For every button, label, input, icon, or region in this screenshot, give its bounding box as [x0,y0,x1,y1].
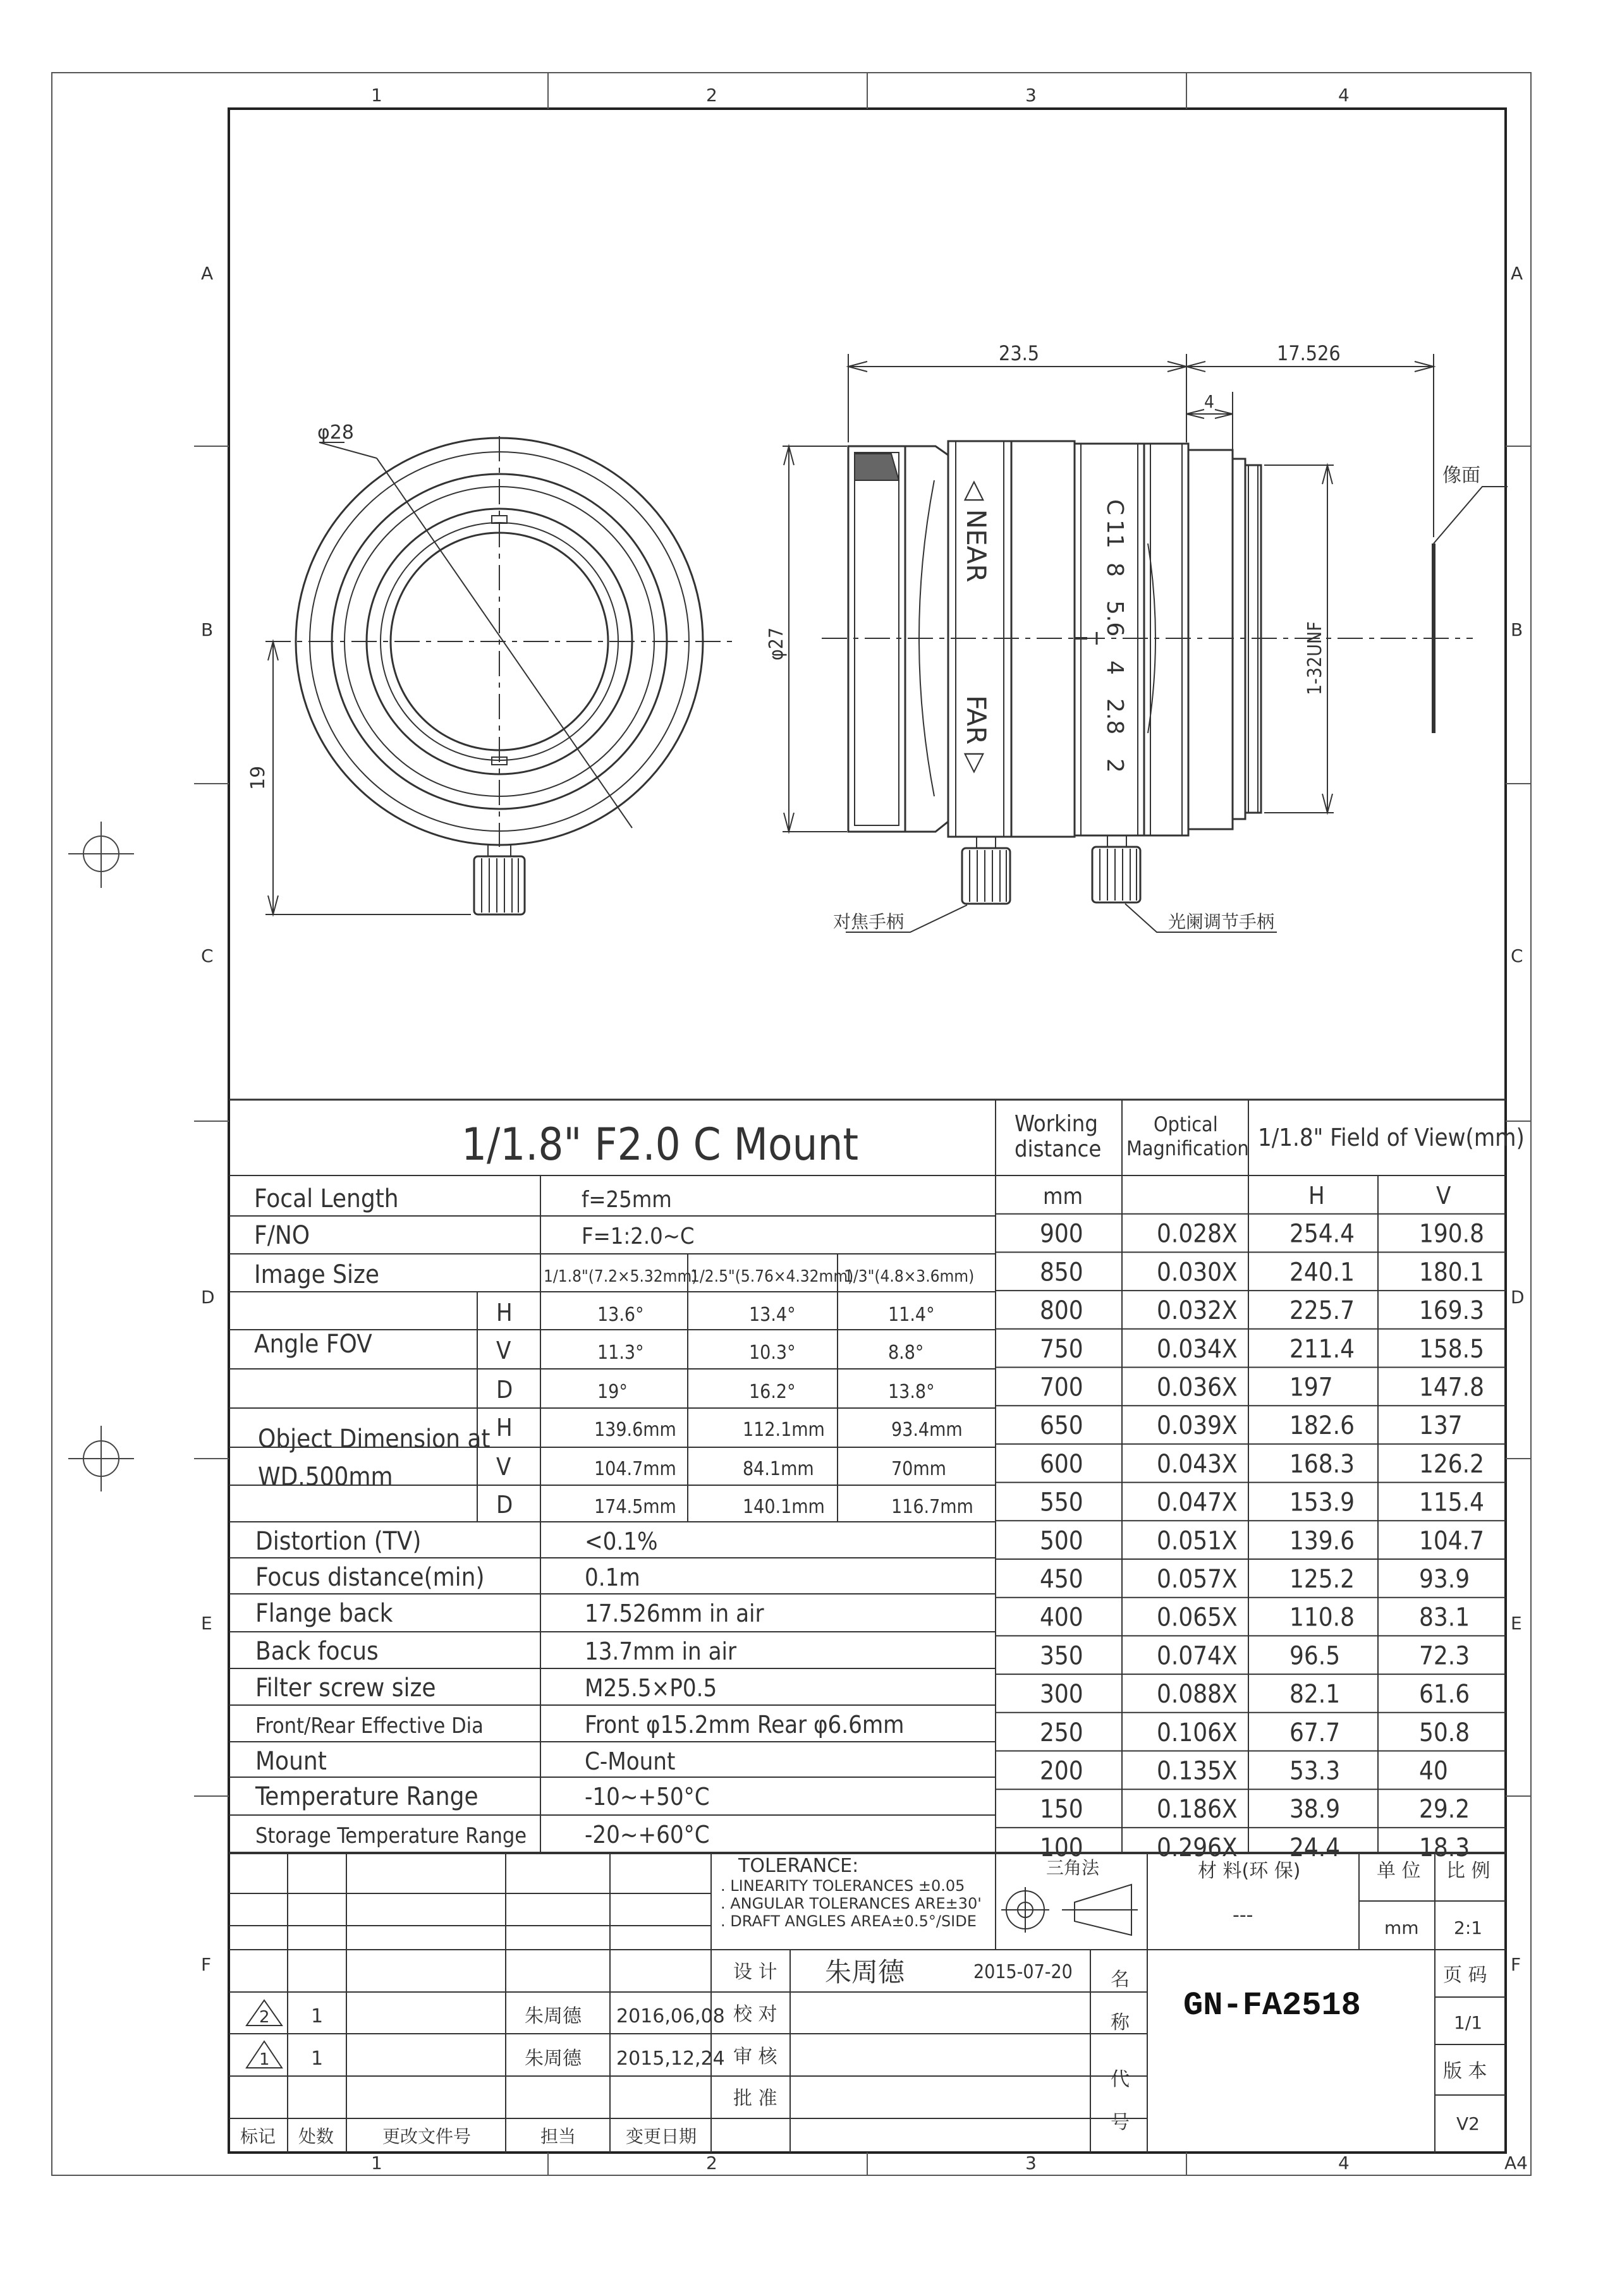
fov-working-distance: 200 [1040,1756,1083,1786]
axis-label: H [496,1299,513,1327]
spec-label: Mount [255,1747,327,1776]
dim-23-5: 23.5 [999,341,1040,365]
zone-row-d: D [201,1287,215,1308]
zone-row-c-right: C [1511,945,1523,966]
fov-magnification: 0.039X [1157,1411,1238,1441]
fov-h-value: 38.9 [1289,1795,1341,1825]
angle-value: 10.3° [749,1342,796,1364]
fov-h-value: 182.6 [1289,1411,1355,1441]
spec-label: Back focus [255,1637,379,1666]
tolerance-draft: . DRAFT ANGLES AREA±0.5°/SIDE [721,1912,977,1930]
angle-value: 11.4° [888,1304,935,1326]
image-size-value: 1/2.5"(5.76×4.32mm) [690,1267,854,1286]
code-label-1: 代 [1111,2068,1130,2091]
fov-magnification: 0.030X [1157,1258,1238,1287]
wd-header-2: distance [1015,1136,1102,1162]
angle-value: 13.6° [597,1304,644,1326]
fov-h-value: 110.8 [1289,1603,1355,1632]
header-count: 处数 [298,2126,334,2147]
tolerance-title: TOLERANCE: [738,1855,859,1877]
fov-magnification: 0.135X [1157,1756,1238,1786]
fov-h-value: 225.7 [1289,1296,1355,1326]
fov-v-value: 147.8 [1419,1373,1484,1402]
fov-working-distance: 250 [1040,1718,1083,1747]
fov-v-value: 104.7 [1419,1526,1484,1556]
fov-unit: mm [1043,1184,1083,1210]
aperture-c: C [1102,499,1128,516]
fov-h-value: 67.7 [1289,1718,1341,1747]
fov-v-value: 126.2 [1419,1449,1484,1479]
material-label: 材 料(环 保) [1198,1860,1301,1882]
spec-label: Distortion (TV) [255,1527,422,1556]
front-diameter-label: φ28 [317,422,354,444]
registration-marks [68,822,134,1491]
header-owner: 担当 [540,2126,576,2147]
fov-magnification: 0.028X [1157,1219,1238,1249]
fov-v-value: 18.3 [1419,1833,1470,1862]
fov-h-value: 254.4 [1289,1219,1355,1249]
aperture-8: 8 [1102,562,1128,577]
page-value: 1/1 [1454,2012,1483,2033]
fov-magnification: 0.043X [1157,1449,1238,1479]
fov-v-value: 29.2 [1419,1795,1470,1825]
version-label: 版 本 [1443,2060,1487,2082]
spec-label: Front/Rear Effective Dia [255,1713,484,1739]
fov-header: 1/1.8" Field of View(mm) [1258,1124,1525,1151]
object-dim-value: 174.5mm [594,1496,676,1518]
dim-27: φ27 [765,627,788,660]
fov-v-value: 137 [1419,1411,1463,1441]
zone-row-a-right: A [1511,263,1523,284]
code-label-2: 号 [1111,2111,1130,2134]
revision-by: 朱周德 [525,2048,582,2070]
front-view [265,436,736,914]
angle-fov-label: Angle FOV [254,1330,372,1359]
object-dim-label: WD.500mm [258,1462,393,1491]
zone-col-2: 2 [706,85,717,106]
fov-magnification: 0.088X [1157,1680,1238,1710]
spec-value: Front φ15.2mm Rear φ6.6mm [585,1711,905,1739]
zone-col-1: 1 [371,85,382,106]
fov-working-distance: 900 [1040,1219,1083,1249]
zone-col-4: 4 [1338,85,1350,106]
fov-h-value: 139.6 [1289,1526,1355,1556]
zone-col-4-bottom: 4 [1338,2153,1350,2173]
axis-label: D [496,1491,513,1519]
design-label: 设 计 [733,1961,777,1983]
object-dim-value: 93.4mm [891,1419,963,1441]
spec-value: C-Mount [585,1747,676,1775]
zone-col-2-bottom: 2 [706,2153,717,2173]
page-label: 页 码 [1443,1964,1487,1986]
fov-v-value: 50.8 [1419,1718,1470,1747]
angle-value: 16.2° [749,1381,796,1403]
fov-h-value: 240.1 [1289,1258,1355,1287]
header-document: 更改文件号 [382,2126,472,2147]
fov-magnification: 0.057X [1157,1565,1238,1594]
iris-handle-label: 光阑调节手柄 [1168,911,1275,932]
fov-v-value: 169.3 [1419,1296,1484,1326]
unit-label: 单 位 [1377,1860,1421,1882]
spec-value: M25.5×P0.5 [585,1674,717,1702]
focus-handle-label: 对焦手柄 [833,911,905,932]
object-dim-value: 84.1mm [743,1458,814,1480]
angle-value: 19° [597,1381,628,1403]
revision-mark: 2 [259,2008,270,2027]
spec-label: Filter screw size [255,1673,436,1703]
designer-name: 朱周德 [825,1957,905,1988]
name-label-1: 名 [1111,1969,1130,1991]
fov-magnification: 0.065X [1157,1603,1238,1632]
fov-magnification: 0.106X [1157,1718,1238,1747]
zone-row-f: F [201,1954,212,1975]
object-dim-value: 104.7mm [594,1458,676,1480]
spec-label: F/NO [254,1221,310,1250]
fov-v-value: 115.4 [1419,1488,1484,1517]
image-size-value: 1/1.8"(7.2×5.32mm) [544,1267,698,1286]
revision-date: 2016,06,08 [616,2005,725,2027]
scale-label: 比 例 [1446,1860,1490,1882]
spec-value: 13.7mm in air [585,1637,737,1665]
zone-row-e: E [201,1613,212,1634]
fov-v-value: 93.9 [1419,1565,1470,1594]
unit-value: mm [1384,1917,1419,1938]
review-label: 审 核 [733,2046,777,2068]
fov-magnification: 0.034X [1157,1334,1238,1364]
fov-v-value: 83.1 [1419,1603,1470,1632]
fov-h-header: H [1308,1182,1325,1210]
tolerance-angular: . ANGULAR TOLERANCES ARE±30' [721,1895,982,1912]
fov-working-distance: 700 [1040,1373,1083,1402]
spec-value: <0.1% [585,1528,658,1555]
spec-label: Flange back [255,1599,393,1628]
header-change-date: 变更日期 [626,2126,697,2147]
fov-magnification: 0.186X [1157,1795,1238,1825]
image-size-value: 1/3"(4.8×3.6mm) [844,1267,975,1286]
thread-label: 1-32UNF [1304,621,1326,695]
spec-value: 17.526mm in air [585,1600,764,1627]
design-date: 2015-07-20 [973,1961,1073,1983]
axis-label: V [496,1337,511,1364]
revision-by: 朱周德 [525,2005,582,2027]
axis-label: H [496,1414,513,1442]
aperture-2-8: 2.8 [1102,698,1128,735]
fov-h-value: 197 [1289,1373,1333,1402]
tolerance-linear: . LINEARITY TOLERANCES ±0.05 [721,1877,965,1895]
fov-magnification: 0.074X [1157,1641,1238,1671]
angle-value: 11.3° [597,1342,644,1364]
fov-v-value: 72.3 [1419,1641,1470,1671]
projection-label: 三角法 [1046,1857,1100,1878]
fov-h-value: 53.3 [1289,1756,1341,1786]
revision-count: 1 [311,2048,324,2070]
om-header-2: Magnification [1126,1136,1249,1160]
fov-magnification: 0.296X [1157,1833,1238,1862]
fov-working-distance: 100 [1040,1833,1083,1862]
fov-working-distance: 450 [1040,1565,1083,1594]
far-marking: FAR ▷ [961,695,992,774]
fov-working-distance: 400 [1040,1603,1083,1632]
aperture-5-6: 5.6 [1102,600,1128,637]
angle-value: 8.8° [888,1342,924,1364]
fov-magnification: 0.032X [1157,1296,1238,1326]
zone-col-3: 3 [1025,85,1037,106]
scale-value: 2:1 [1454,1917,1483,1938]
spec-label: Temperature Range [255,1782,478,1811]
object-dim-value: 116.7mm [891,1496,973,1518]
height-19-label: 19 [247,765,269,790]
spec-value: 0.1m [585,1564,640,1591]
fov-h-value: 153.9 [1289,1488,1355,1517]
fov-h-value: 96.5 [1289,1641,1341,1671]
fov-h-value: 125.2 [1289,1565,1355,1594]
approve-label: 批 准 [733,2087,777,2110]
revision-date: 2015,12,24 [616,2048,725,2070]
part-number: GN-FA2518 [1183,1987,1361,2024]
fov-v-value: 180.1 [1419,1258,1484,1287]
fov-magnification: 0.051X [1157,1526,1238,1556]
image-plane-label: 像面 [1442,465,1480,487]
spec-label: Focus distance(min) [255,1563,485,1592]
object-dim-label: Object Dimension at [258,1424,491,1454]
object-dim-value: 139.6mm [594,1419,676,1441]
zone-row-b-right: B [1511,619,1523,640]
object-dim-value: 140.1mm [743,1496,825,1518]
zone-row-b: B [201,619,214,640]
check-label: 校 对 [733,2003,777,2026]
version-value: V2 [1456,2113,1480,2134]
angle-value: 13.4° [749,1304,796,1326]
dim-4: 4 [1204,391,1215,412]
name-label-2: 称 [1111,2012,1130,2034]
tolerance-block [721,1855,982,1930]
fov-v-value: 190.8 [1419,1219,1484,1249]
spec-value: -20~+60°C [585,1821,710,1849]
zone-col-3-bottom: 3 [1025,2153,1037,2173]
aperture-2: 2 [1102,758,1128,773]
fov-working-distance: 800 [1040,1296,1083,1326]
aperture-11: 11 [1102,519,1128,549]
aperture-4: 4 [1102,660,1128,675]
zone-row-f-right: F [1511,1954,1521,1975]
aperture-scale [1102,499,1128,773]
spec-value: -10~+50°C [585,1783,710,1811]
object-dim-value: 70mm [891,1458,946,1480]
revision-count: 1 [311,2005,324,2027]
spec-label: Storage Temperature Range [255,1823,527,1849]
fov-working-distance: 600 [1040,1449,1083,1479]
spec-title: 1/1.8" F2.0 C Mount [461,1119,859,1170]
fov-working-distance: 850 [1040,1258,1083,1287]
material-value: --- [1233,1904,1253,1926]
fov-working-distance: 300 [1040,1680,1083,1710]
paper-size: A4 [1504,2153,1528,2173]
axis-label: D [496,1376,513,1404]
fov-h-value: 168.3 [1289,1449,1355,1479]
om-header-1: Optical [1154,1112,1218,1136]
spec-value: F=1:2.0~C [582,1224,695,1249]
zone-row-a: A [201,263,214,284]
fov-v-value: 40 [1419,1756,1448,1786]
fov-working-distance: 500 [1040,1526,1083,1556]
fov-v-header: V [1436,1182,1451,1210]
zone-row-c: C [201,945,214,966]
zone-row-d-right: D [1511,1287,1525,1308]
spec-value: f=25mm [582,1187,672,1213]
fov-working-distance: 550 [1040,1488,1083,1517]
fov-v-value: 158.5 [1419,1334,1484,1364]
wd-header-1: Working [1015,1111,1098,1137]
fov-v-value: 61.6 [1419,1680,1470,1710]
fov-h-value: 24.4 [1289,1833,1341,1862]
fov-working-distance: 750 [1040,1334,1083,1364]
axis-label: V [496,1453,511,1481]
revision-mark: 1 [259,2050,270,2069]
fov-working-distance: 150 [1040,1795,1083,1825]
fov-working-distance: 350 [1040,1641,1083,1671]
fov-h-value: 211.4 [1289,1334,1355,1364]
fov-magnification: 0.047X [1157,1488,1238,1517]
zone-row-e-right: E [1511,1613,1522,1634]
spec-label: Focal Length [254,1184,399,1213]
fov-h-value: 82.1 [1289,1680,1341,1710]
header-mark: 标记 [240,2126,276,2147]
near-marking: ◁ NEAR [961,480,992,583]
side-view [822,441,1508,932]
spec-label: Image Size [254,1260,380,1289]
zone-col-1-bottom: 1 [371,2153,382,2173]
fov-magnification: 0.036X [1157,1373,1238,1402]
dim-17-526: 17.526 [1277,341,1341,365]
angle-value: 13.8° [888,1381,935,1403]
object-dim-value: 112.1mm [743,1419,825,1441]
fov-working-distance: 650 [1040,1411,1083,1441]
